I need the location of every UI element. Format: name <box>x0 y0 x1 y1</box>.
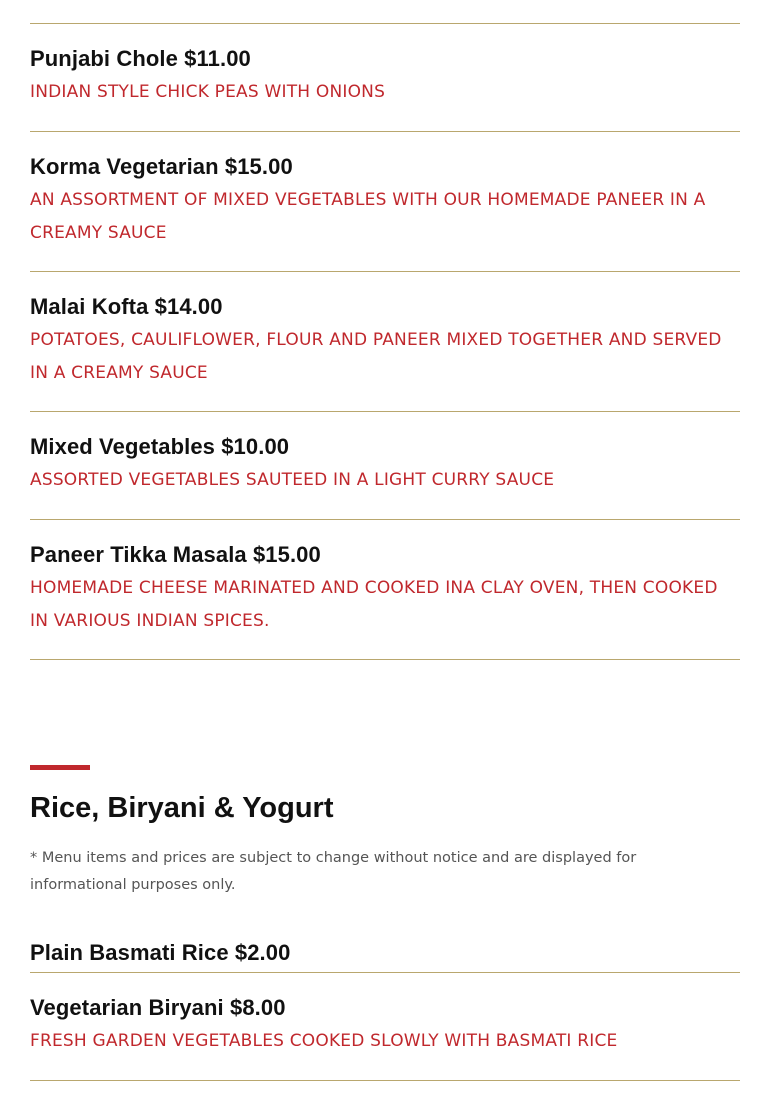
menu-item-title: Korma Vegetarian $15.00 <box>30 154 293 179</box>
divider <box>30 411 740 412</box>
menu-item-title: Plain Basmati Rice $2.00 <box>30 940 291 965</box>
menu-item-description: POTATOES, CAULIFLOWER, FLOUR AND PANEER MIXED TOGETHER AND SERVED IN A CREAMY SAUCE <box>30 330 722 383</box>
menu-item <box>30 434 740 497</box>
menu-item <box>30 995 740 1058</box>
menu-item-description: INDIAN STYLE CHICK PEAS WITH ONIONS <box>30 82 386 102</box>
section-title: Rice, Biryani & Yogurt <box>30 792 334 824</box>
menu-item-description: AN ASSORTMENT OF MIXED VEGETABLES WITH OUR HOMEMADE PANEER IN A CREAMY SAUCE <box>30 190 706 243</box>
menu-item-title: Paneer Tikka Masala $15.00 <box>30 542 321 567</box>
divider <box>30 519 740 520</box>
menu-item-description: FRESH GARDEN VEGETABLES COOKED SLOWLY WITH BASMATI RICE <box>30 1031 618 1051</box>
menu-disclaimer: * Menu items and prices are subject to change without notice and are displayed for informational purposes only. <box>30 850 637 893</box>
menu-item-description: HOMEMADE CHEESE MARINATED AND COOKED INA CLAY OVEN, THEN COOKED IN VARIOUS INDIAN SPICES. <box>30 578 718 631</box>
divider <box>30 131 740 132</box>
menu-item-title: Vegetarian Biryani $8.00 <box>30 995 286 1020</box>
menu-item-title: Punjabi Chole $11.00 <box>30 46 251 71</box>
divider <box>30 23 740 24</box>
divider <box>30 659 740 660</box>
divider <box>30 271 740 272</box>
menu-item-description: ASSORTED VEGETABLES SAUTEED IN A LIGHT CURRY SAUCE <box>30 470 555 490</box>
menu-item <box>30 940 740 966</box>
divider <box>30 1080 740 1081</box>
menu-item-title: Mixed Vegetables $10.00 <box>30 434 290 459</box>
section-accent-bar <box>30 765 90 770</box>
menu-item <box>30 542 740 638</box>
divider <box>30 972 740 973</box>
menu-item <box>30 46 740 109</box>
menu-item <box>30 154 740 250</box>
menu-item <box>30 294 740 390</box>
menu-item-title: Malai Kofta $14.00 <box>30 294 223 319</box>
